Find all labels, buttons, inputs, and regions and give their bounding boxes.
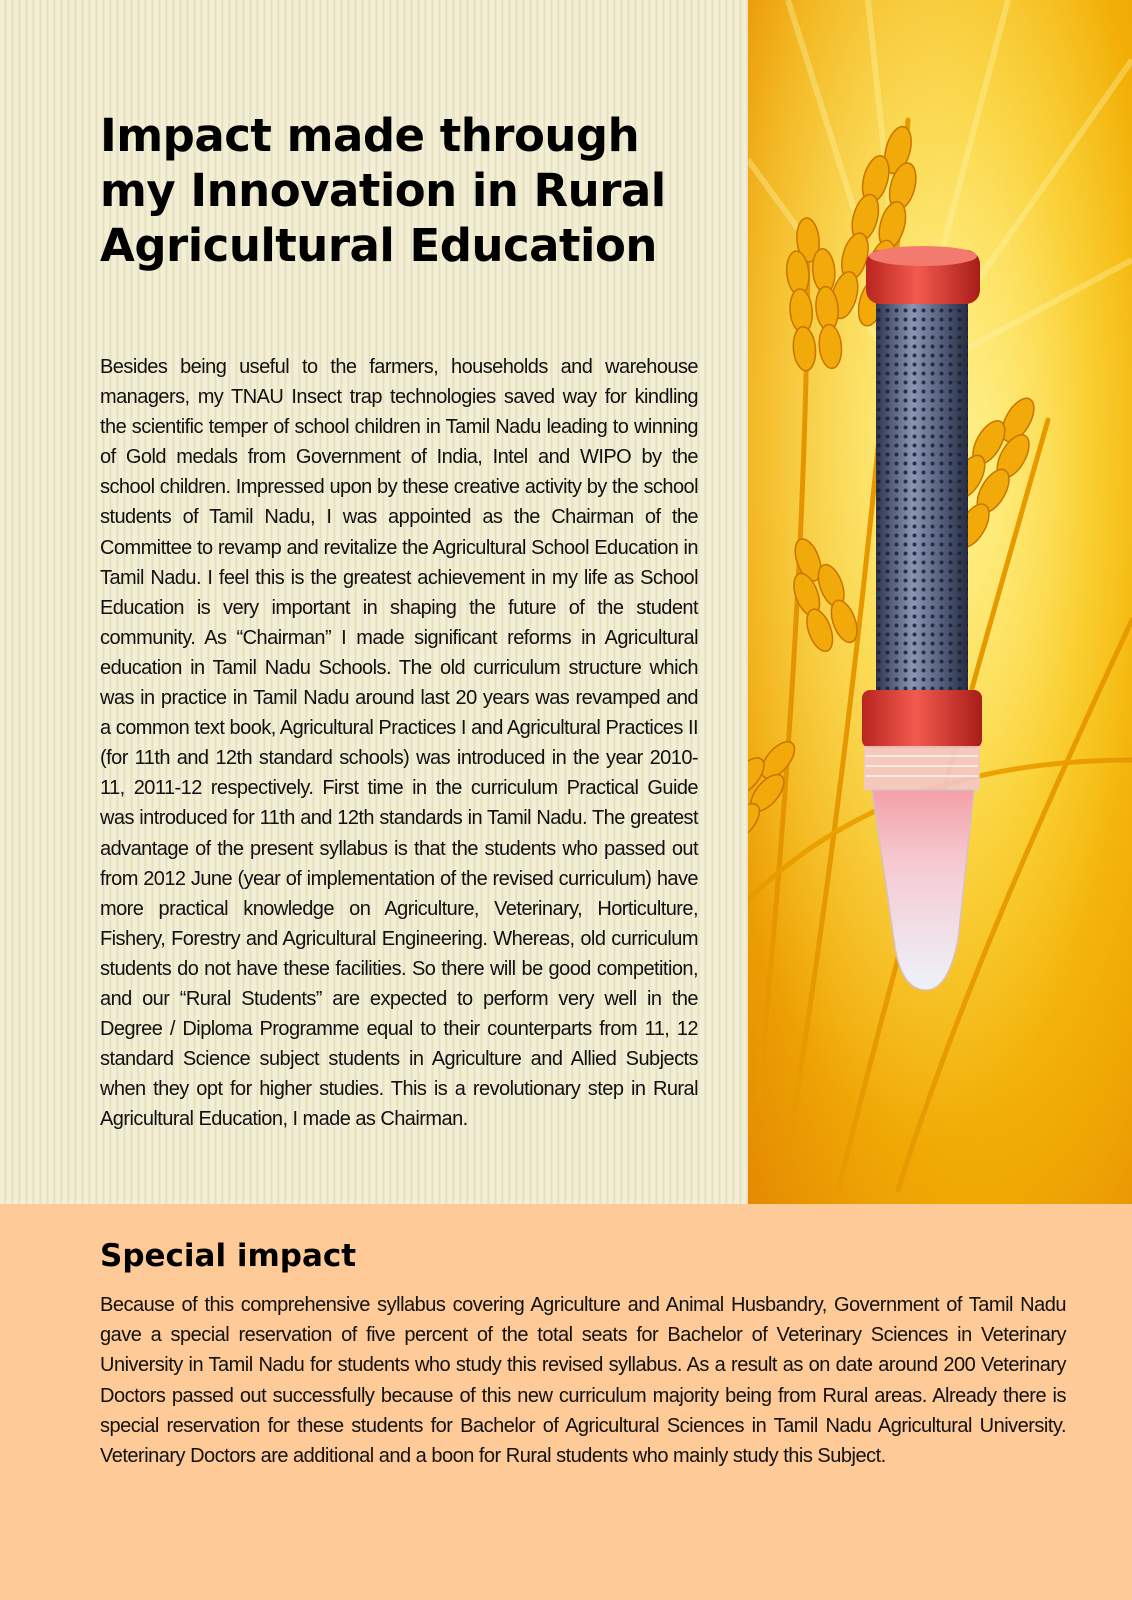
page-title: Impact made through my Innovation in Rural Agricultural Education	[100, 109, 666, 272]
special-impact-paragraph: Because of this comprehensive syllabus covering Agriculture and Animal Husbandry, Government of Tamil Nadu gave a special reservation of five percent of the total seats for Bachelor of Veterinary Sciences in Veterinary University in Tamil Nadu for students who study this revised syllabus. As a result as on date around 200 Veterinary Doctors passed out successfully because of this new curriculum majority being from Rural areas. Already there is special reservation for these students for Bachelor of Agricultural Sciences in Tamil Nadu Agricultural University. Veterinary Doctors are additional and a boon for Rural students who mainly study this Subject.	[100, 1294, 1066, 1468]
wheat-image-panel	[748, 0, 1132, 1204]
special-impact-heading: Special impact	[100, 1238, 357, 1274]
main-body-paragraph: Besides being useful to the farmers, households and warehouse managers, my TNAU Insect trap technologies saved way for kindling the scientific temper of school children in Tamil Nadu leading to winning of Gold medals from Government of India, Intel and WIPO by the school children. Impressed upon by these creative activity by the school students of Tamil Nadu, I was appointed as the Chairman of the Committee to revamp and revitalize the Agricultural School Education in Tamil Nadu. I feel this is the greatest achievement in my life as School Education is very important in shaping the future of the student community. As “Chairman” I made significant reforms in Agricultural education in Tamil Nadu Schools. The old curriculum structure which was in practice in Tamil Nadu around last 20 years was revamped and a common text book, Agricultural Practices I and Agricultural Practices II (for 11th and 12th standard schools) was introduced in the year 2010-11, 2011-12 respectively. First time in the curriculum Practical Guide was introduced for 11th and 12th standards in Tamil Nadu. The greatest advantage of the present syllabus is that the students who passed out from 2012 June (year of implementation of the revised curriculum) have more practical knowledge on Agriculture, Veterinary, Horticulture, Fishery, Forestry and Agricultural Engineering. Whereas, old curriculum students do not have these facilities. So there will be good competition, and our “Rural Students” are expected to perform very well in the Degree / Diploma Programme equal to their counterparts from 11, 12 standard Science subject students in Agriculture and Allied Subjects when they opt for higher studies. This is a revolutionary step in Rural Agricultural Education, I made as Chairman.	[100, 356, 698, 1131]
wheat-background-image	[748, 0, 1132, 1204]
